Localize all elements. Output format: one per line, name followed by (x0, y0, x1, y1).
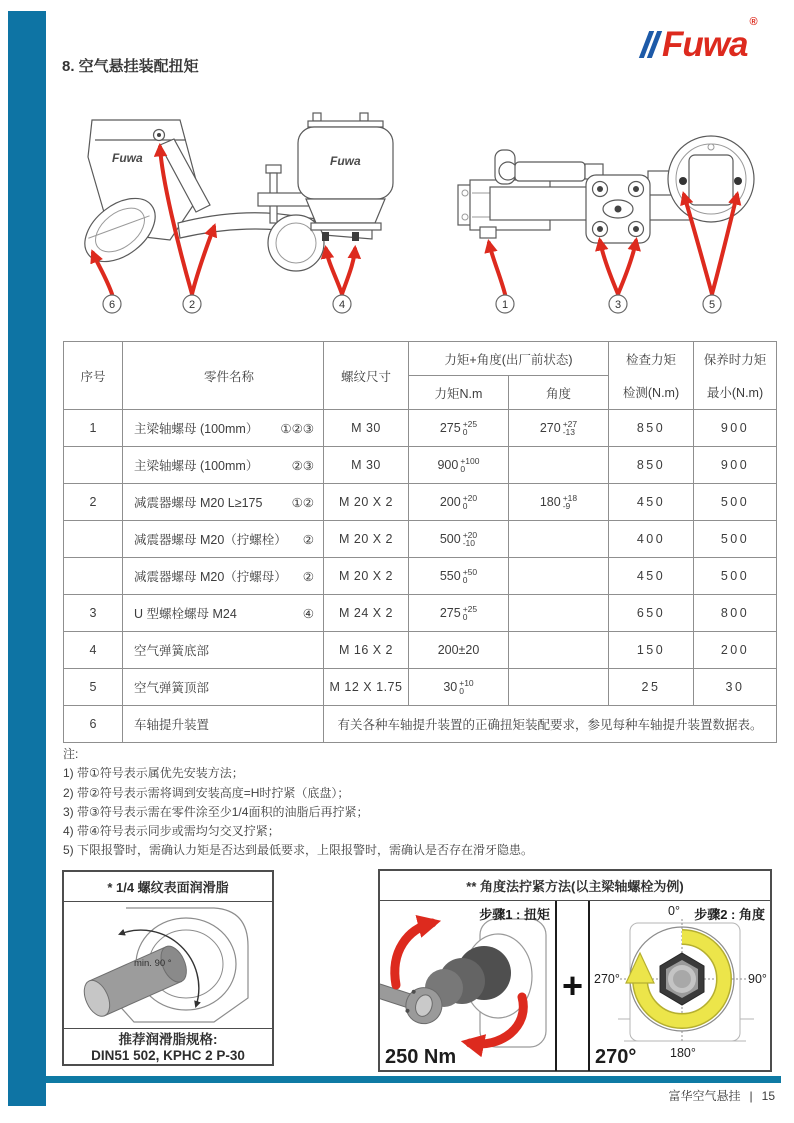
deg-180-label: 180° (670, 1046, 696, 1060)
callout-6: 6 (108, 299, 116, 311)
page-footer (669, 1087, 776, 1104)
col-header-torque: 力矩N.m (409, 376, 509, 410)
air-spring-top-plate (668, 136, 754, 222)
callout-1: 1 (501, 299, 509, 311)
callout-3: 3 (614, 299, 622, 311)
torque-wrench-drawing (380, 901, 555, 1069)
deg-90-label: 90° (748, 972, 767, 986)
torque-table (63, 341, 777, 743)
footer-text: 富华空气悬挂 (668, 1089, 741, 1103)
spindle-drawing (64, 902, 272, 1028)
angle-panel-body (380, 901, 770, 1071)
callout-5: 5 (708, 299, 716, 311)
angle-method-panel (378, 869, 772, 1072)
step2-label: 步骤2 : 角度 (694, 907, 765, 922)
angle-value: 270° (595, 1046, 637, 1068)
fuwa-label-bracket: Fuwa (112, 151, 143, 165)
fuwa-logo (644, 15, 757, 64)
grease-panel (62, 870, 274, 1066)
table-row: 5 空气弹簧顶部 M 12 X 1.75 30 +10 0 25 30 (64, 669, 777, 706)
grease-illustration (64, 902, 272, 1028)
table-row: 减震器螺母 M20（拧螺母） ② M 20 X 2 550 +50 0 450 500 (64, 558, 777, 595)
note-line: 5) 下限报警时，需确认力矩是否达到最低要求，上限报警时，需确认是否存在滑牙隐患。 (63, 843, 534, 858)
deg-270-label: 270° (594, 972, 620, 986)
page-title: 8. 空气悬挂装配扭矩 (62, 58, 199, 75)
suspension-top-view-drawing (458, 136, 754, 243)
plus-sign: + (561, 965, 584, 1006)
suspension-side-view-drawing (73, 113, 393, 274)
callout-4: 4 (338, 299, 346, 311)
table-row: 3 U 型螺栓螺母 M24 ④ M 24 X 2 275 +25 0 650 800 (64, 595, 777, 632)
col-header-thread: 螺纹尺寸 (324, 342, 409, 410)
fuwa-label-airspring: Fuwa (330, 154, 361, 168)
notes-label: 注: (63, 747, 79, 761)
col-header-no: 序号 (64, 342, 123, 410)
angle-panel-title: ** 角度法拧紧方法(以主梁轴螺栓为例) (380, 871, 770, 901)
col-header-maint: 保养时力矩 最小(N.m) (694, 342, 777, 410)
logo-brand-text: Fuwa® (662, 15, 757, 64)
table-row-merged: 6 车轴提升装置 有关各种车轴提升装置的正确扭矩装配要求，参见每种车轴提升装置数据表。 (64, 706, 777, 743)
suspension-diagrams (60, 105, 790, 320)
left-accent-bar (8, 11, 46, 1106)
callout-2: 2 (188, 299, 196, 311)
table-row: 2 减震器螺母 M20 L≥175 ①② M 20 X 2 200 +20 0 180 +18 -9 450 500 (64, 484, 777, 521)
u-bolt-top-plate (586, 175, 650, 243)
torque-value: 250 Nm (385, 1046, 457, 1068)
notes-block (63, 745, 533, 861)
step1-label: 步骤1 : 扭矩 (479, 907, 550, 922)
footer-separator: | (749, 1088, 753, 1103)
table-row: 减震器螺母 M20（拧螺栓） ② M 20 X 2 500 +20 -10 400 500 (64, 521, 777, 558)
footer-page-number: 15 (761, 1088, 775, 1103)
grease-caption (64, 1028, 272, 1064)
note-line: 4) 带④符号表示同步或需均匀交叉拧紧； (63, 824, 280, 839)
col-header-torque-angle: 力矩+角度(出厂前状态) (409, 342, 609, 376)
min-angle-label: min. 90 ° (134, 958, 172, 969)
table-header-row (64, 342, 777, 376)
footer-accent-bar (46, 1076, 781, 1083)
deg-0-label: 0° (668, 904, 680, 918)
note-line: 1) 带①符号表示属优先安装方法； (63, 766, 244, 781)
callout-numbers (103, 295, 721, 313)
col-header-angle: 角度 (509, 376, 609, 410)
table-row: 4 空气弹簧底部 M 16 X 2 200±20 150 200 (64, 632, 777, 669)
col-header-name: 零件名称 (123, 342, 324, 410)
note-line: 2) 带②符号表示需将调到安装高度=H时拧紧（底盘）； (63, 785, 350, 800)
grease-caption-line2: DIN51 502, KPHC 2 P-30 (91, 1048, 245, 1063)
table-row: 1 主梁轴螺母 (100mm） ①②③ M 30 275 +25 0 270 +27 -13 850 900 (64, 410, 777, 447)
step2-subpanel (588, 901, 770, 1071)
step1-subpanel (380, 901, 557, 1071)
angle-dial-drawing (590, 901, 774, 1069)
table-row: 主梁轴螺母 (100mm） ②③ M 30 900 +100 0 850 900 (64, 447, 777, 484)
registered-mark: ® (749, 15, 757, 28)
grease-caption-line1: 推荐润滑脂规格: (118, 1032, 218, 1047)
grease-panel-title: * 1/4 螺纹表面润滑脂 (64, 872, 272, 902)
col-header-check: 检查力矩 检测(N.m) (609, 342, 694, 410)
note-line: 3) 带③符号表示需在零件涂至少1/4面积的油脂后再拧紧； (63, 804, 369, 819)
